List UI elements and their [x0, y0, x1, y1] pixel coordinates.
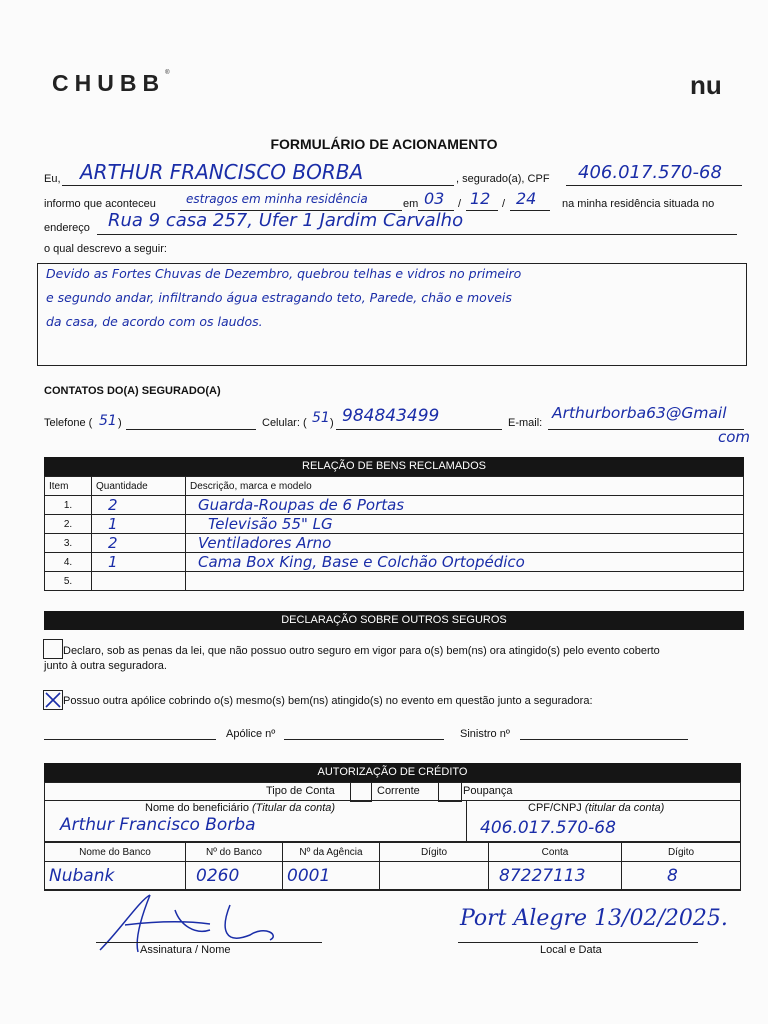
local-data-label: Local e Data [540, 944, 602, 956]
description-line-1: Devido as Fortes Chuvas de Dezembro, quebrou telhas e vidros no primeiro [46, 266, 522, 281]
tipo-conta-label: Tipo de Conta [266, 785, 335, 797]
beneficiario-value: Arthur Francisco Borba [60, 815, 256, 835]
table-row: 1. 2 Guarda-Roupas de 6 Portas [45, 496, 744, 515]
cpf-value: 406.017.570-68 [578, 162, 722, 183]
beneficiario-cpf: 406.017.570-68 [480, 818, 616, 838]
em-label: em [403, 198, 419, 210]
option2-text: Possuo outra apólice cobrindo o(s) mesmo(s) bem(ns) atingido(s) no evento em questão junto a seguradora: [63, 695, 593, 707]
no-other-insurance-checkbox[interactable] [43, 639, 63, 659]
nu-logo: nu [690, 70, 722, 100]
endereco-label: endereço [44, 222, 90, 234]
credito-heading: AUTORIZAÇÃO DE CRÉDITO [44, 763, 741, 782]
assinatura-label: Assinatura / Nome [140, 944, 231, 956]
segurado-label: , segurado(a), CPF [456, 173, 550, 185]
item-header: Item [45, 477, 92, 496]
year-value: 24 [516, 189, 537, 208]
corrente-label: Corrente [377, 785, 420, 797]
account-digit: 8 [622, 862, 741, 890]
declaracao-heading: DECLARAÇÃO SOBRE OUTROS SEGUROS [44, 611, 744, 630]
address-value: Rua 9 casa 257, Ufer 1 Jardim Carvalho [108, 210, 464, 231]
account-number: 87227113 [489, 862, 622, 890]
descrevo-label: o qual descrevo a seguir: [44, 243, 167, 255]
email-value: Arthurborba63@Gmail [552, 404, 727, 422]
event-value: estragos em minha residência [186, 192, 368, 206]
form-title: FORMULÁRIO DE ACIONAMENTO [270, 136, 498, 152]
poupanca-label: Poupança [463, 785, 513, 797]
description-line-2: e segundo andar, infiltrando água estragando teto, Parede, chão e moveis [46, 290, 512, 305]
poupanca-checkbox[interactable] [438, 782, 462, 802]
telefone-label: Telefone ( [44, 417, 93, 429]
quantidade-header: Quantidade [92, 477, 186, 496]
contacts-heading: CONTATOS DO(A) SEGURADO(A) [44, 385, 221, 397]
beneficiario-label: Nome do beneficiário (Titular da conta) [145, 802, 336, 814]
email-tail: com [718, 428, 751, 446]
bens-table [44, 476, 744, 591]
bank-name: Nubank [45, 862, 186, 890]
description-line-3: da casa, de acordo com os laudos. [46, 314, 263, 329]
apolice-label: Apólice nº [226, 728, 276, 740]
cpf-cnpj-label: CPF/CNPJ (titular da conta) [528, 802, 665, 814]
day-value: 03 [424, 189, 445, 208]
celular-label: Celular: ( [262, 417, 307, 429]
table-row: 3. 2 Ventiladores Arno [45, 534, 744, 553]
agency-number: 0001 [283, 862, 380, 890]
bens-heading: RELAÇÃO DE BENS RECLAMADOS [44, 457, 744, 476]
insured-name: ARTHUR FRANCISCO BORBA [80, 160, 364, 184]
eu-label: Eu, [44, 173, 61, 185]
informo-label: informo que aconteceu [44, 198, 156, 210]
check-x-icon [44, 691, 62, 709]
other-policy-checkbox[interactable] [43, 690, 63, 710]
table-row: 2. 1 Televisão 55" LG [45, 515, 744, 534]
agency-digit [380, 862, 489, 890]
descricao-header: Descrição, marca e modelo [186, 477, 744, 496]
month-value: 12 [470, 189, 491, 208]
bank-number: 0260 [186, 862, 283, 890]
table-row: 5. [45, 572, 744, 591]
email-label: E-mail: [508, 417, 543, 429]
celular-value: 984843499 [342, 406, 440, 426]
option1-text: Declaro, sob as penas da lei, que não possuo outro seguro em vigor para o(s) bem(ns) ora atingido(s) pelo evento coberto [63, 645, 660, 657]
telefone-ddd: 51 [99, 413, 117, 429]
celular-ddd: 51 [312, 410, 330, 426]
corrente-checkbox[interactable] [350, 782, 372, 802]
place-date-value: Port Alegre 13/02/2025. [460, 906, 728, 931]
sinistro-label: Sinistro nº [460, 728, 510, 740]
description-box[interactable] [37, 263, 747, 366]
residencia-label: na minha residência situada no [562, 198, 715, 210]
option1-text-2: junto à outra seguradora. [44, 660, 167, 672]
chubb-logo: CHUBB® [52, 70, 170, 96]
table-row: 4. 1 Cama Box King, Base e Colchão Ortopédico [45, 553, 744, 572]
bank-table: Nome do Banco Nº do Banco Nº da Agência Dígito Conta Dígito Nubank 0260 0001 87227113 8 [44, 842, 741, 890]
